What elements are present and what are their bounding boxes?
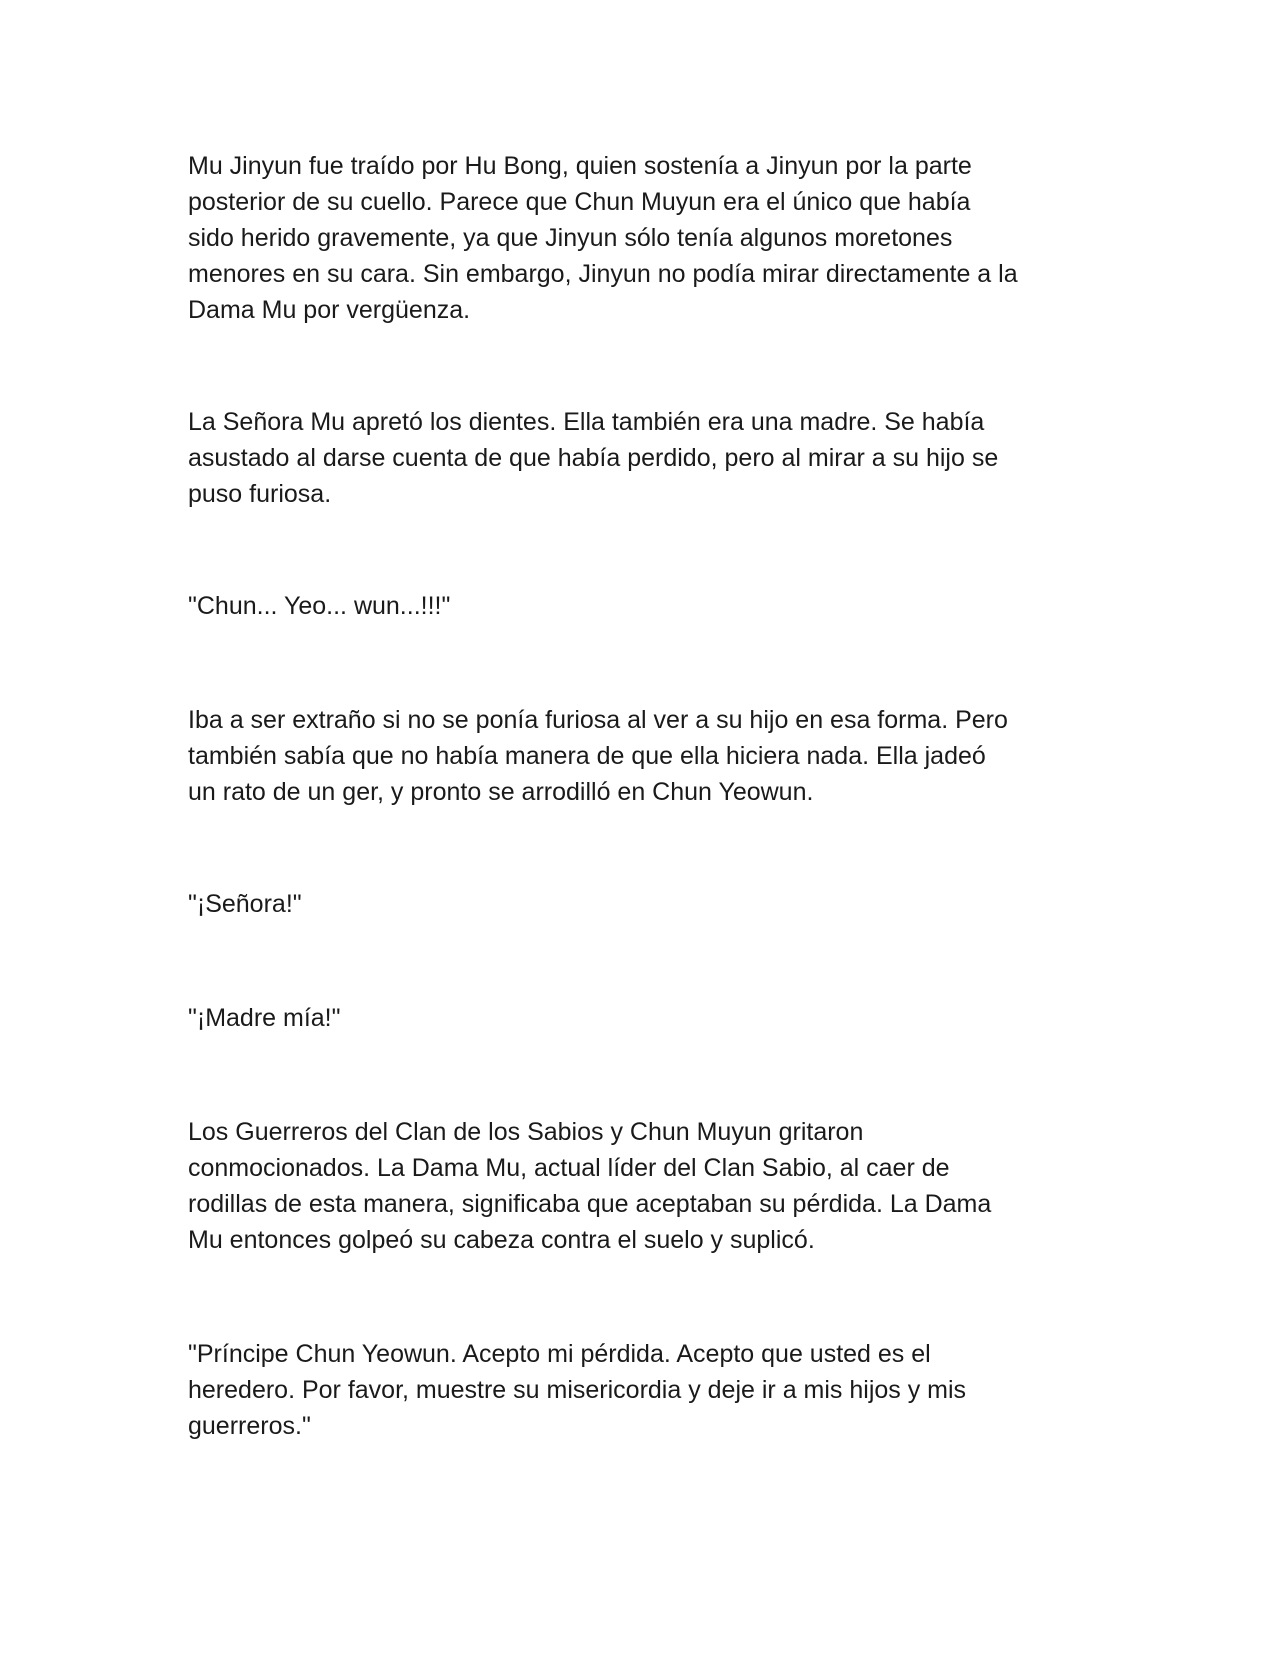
paragraph-2: La Señora Mu apretó los dientes. Ella también era una madre. Se había asustado al darse cuenta de que había perdido, pero al mirar a su hijo se puso furiosa. [188,408,999,508]
paragraph-3-dialogue: "Chun... Yeo... wun...!!!" [188,592,451,620]
paragraph-6-dialogue: "¡Madre mía!" [188,1004,341,1032]
paragraph-7: Los Guerreros del Clan de los Sabios y Chun Muyun gritaron conmocionados. La Dama Mu, actual líder del Clan Sabio, al caer de rodillas de esta manera, significaba que aceptaban su pérdida. La Dama Mu entonces golpeó su cabeza contra el suelo y suplicó. [188,1118,992,1254]
paragraph-1: Mu Jinyun fue traído por Hu Bong, quien sostenía a Jinyun por la parte posterior de su cuello. Parece que Chun Muyun era el único que había sido herido gravemente, ya que Jinyun sólo tenía algunos moretones menores en su cara. Sin embargo, Jinyun no podía mirar directamente a la Dama Mu por vergüenza. [188,152,1018,324]
paragraph-4: Iba a ser extraño si no se ponía furiosa al ver a su hijo en esa forma. Pero también sabía que no había manera de que ella hiciera nada. Ella jadeó un rato de un ger, y pronto se arrodilló en Chun Yeowun. [188,706,1008,806]
paragraph-5-dialogue: "¡Señora!" [188,890,302,918]
paragraph-8-dialogue: "Príncipe Chun Yeowun. Acepto mi pérdida. Acepto que usted es el heredero. Por favor, muestre su misericordia y deje ir a mis hijos y mis guerreros." [188,1340,967,1440]
